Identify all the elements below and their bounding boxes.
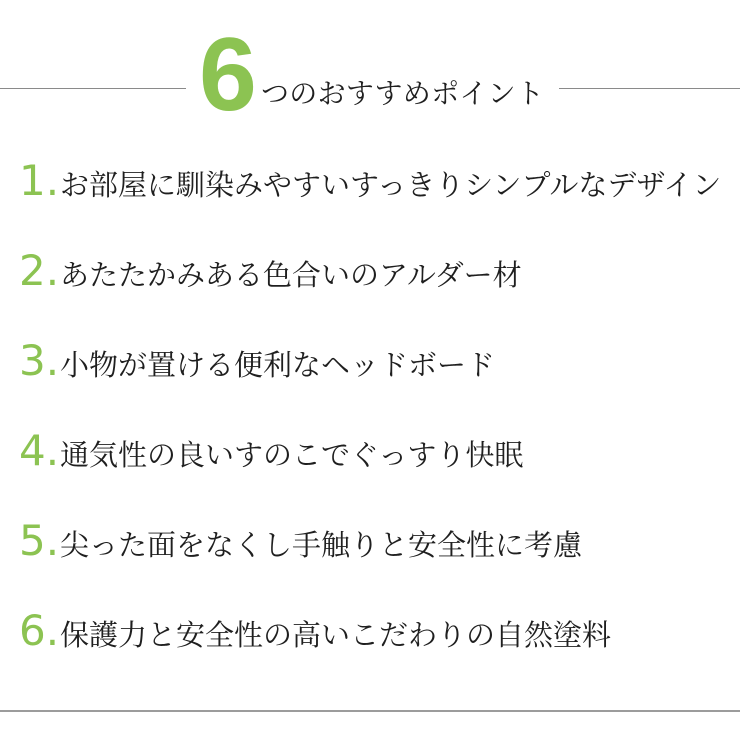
point-number: 6. xyxy=(19,606,60,655)
point-item xyxy=(0,607,740,660)
point-text: お部屋に馴染みやすいすっきりシンプルなデザイン xyxy=(60,170,722,202)
point-text: 通気性の良いすのこでぐっすり快眠 xyxy=(60,440,524,472)
point-item xyxy=(0,157,740,210)
big-number: 6 xyxy=(199,17,257,133)
point-text: 保護力と安全性の高いこだわりの自然塗料 xyxy=(60,620,612,652)
title-rule-right xyxy=(559,88,740,89)
point-number: 2. xyxy=(19,246,60,295)
bottom-divider xyxy=(0,710,740,712)
point-text: 小物が置ける便利なヘッドボード xyxy=(60,350,496,382)
point-item xyxy=(0,517,740,570)
point-text: 尖った面をなくし手触りと安全性に考慮 xyxy=(60,530,583,562)
point-item xyxy=(0,427,740,480)
point-number: 3. xyxy=(19,336,60,385)
point-item xyxy=(0,337,740,390)
point-item xyxy=(0,247,740,300)
title-rule-left xyxy=(0,88,186,89)
point-text: あたたかみある色合いのアルダー材 xyxy=(60,260,522,292)
point-number: 5. xyxy=(19,516,60,565)
section-title: つのおすすめポイント xyxy=(261,78,545,109)
point-number: 1. xyxy=(19,156,60,205)
point-number: 4. xyxy=(19,426,60,475)
